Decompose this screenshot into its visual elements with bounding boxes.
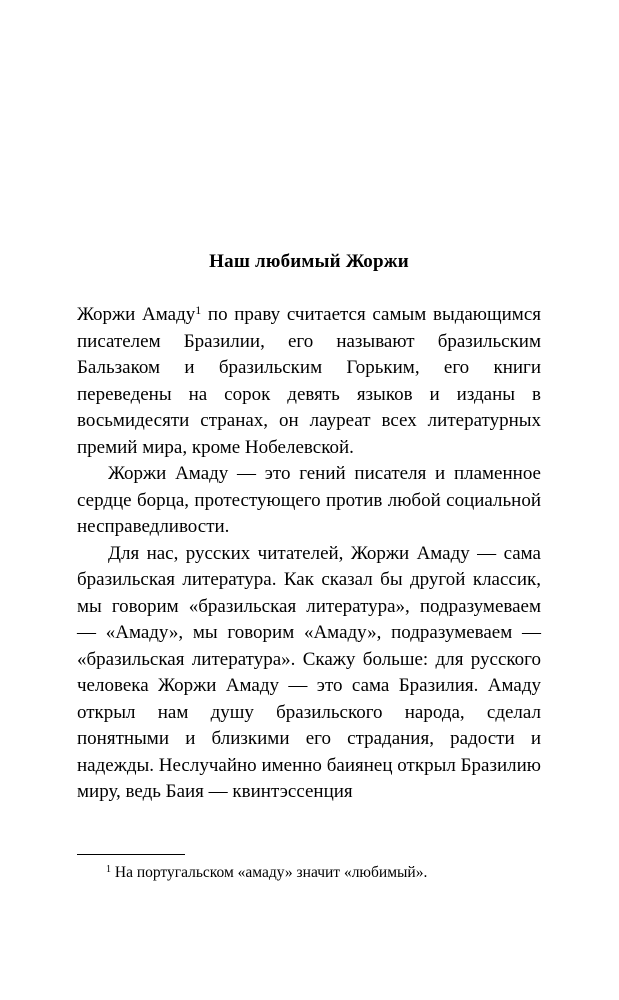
paragraph-1-text-before-ref: Жоржи Амаду (77, 304, 196, 325)
footnote-reference: 1 (195, 303, 202, 317)
footnote-block (77, 854, 541, 883)
body-text (77, 302, 541, 806)
chapter-title: Наш любимый Жоржи (209, 251, 409, 272)
footnote-text: На португальском «амаду» значит «любимый». (114, 864, 428, 881)
paragraph-1 (77, 302, 541, 461)
paragraph-2: Жоржи Амаду — это гений писателя и пламенное сердце борца, протестующего против любой социальной несправедливости. (77, 463, 541, 537)
paragraph-3: Для нас, русских читателей, Жоржи Амаду — сама бразильская литература. Как сказал бы другой классик, мы говорим «бразильская литература», подразумеваем — «Амаду», мы говорим «Амаду», подразумеваем — «бразильская литература». Скажу больше: для русского человека Жоржи Амаду — это сама Бразилия. Амаду открыл нам душу бразильского народа, сделал понятными и близкими его страдания, радости и надежды. Неслучайно именно баиянец открыл Бразилию миру, ведь Баия — квинтэссенция (77, 542, 541, 802)
footnote-marker: 1 (106, 864, 111, 875)
footnote-separator (77, 854, 185, 855)
paragraph-1-text-after-ref: по праву считается самым выдающимся писателем Бразилии, его называют бразильским Бальзаком и бразильским Горьким, его книги переведены на сорок девять языков и изданы в восьмидесяти странах, он лауреат всех литературных премий мира, кроме Нобелевской. (77, 304, 541, 458)
footnote (77, 863, 541, 883)
